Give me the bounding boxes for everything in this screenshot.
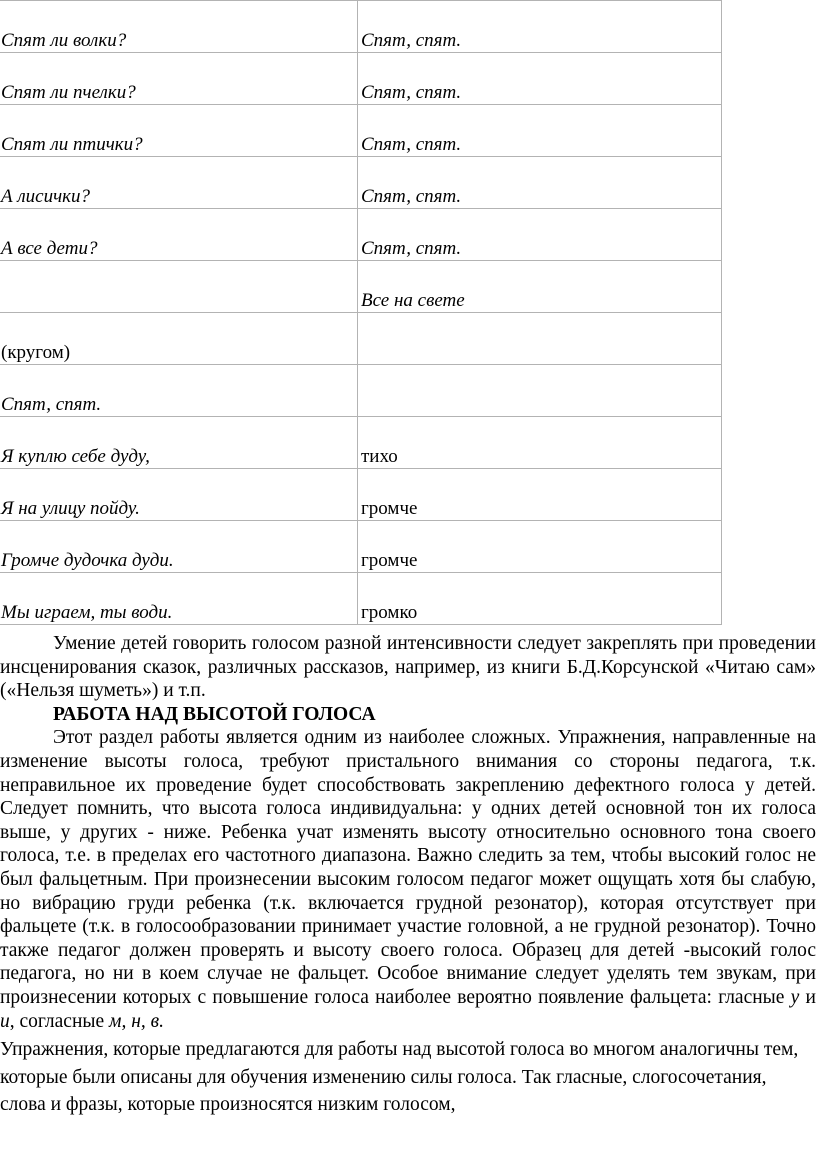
vowel-u: у — [790, 986, 800, 1008]
table-cell-right: Все на свете — [358, 261, 722, 313]
table-row — [0, 105, 722, 157]
table-cell-left: Громче дудочка дуди. — [0, 521, 358, 573]
table-cell-left: Мы играем, ты води. — [0, 573, 358, 625]
table-cell-right: громко — [358, 573, 722, 625]
conjunction-and: и — [799, 986, 816, 1008]
table-cell-right: Спят, спят. — [358, 209, 722, 261]
table-cell-left — [0, 261, 358, 313]
table-row — [0, 417, 722, 469]
table-cell-right: громче — [358, 469, 722, 521]
consonants-list: м, н, в. — [109, 1010, 164, 1032]
vowel-i: и — [0, 1010, 10, 1032]
table-row — [0, 469, 722, 521]
table-cell-right: Спят, спят. — [358, 53, 722, 105]
section-heading: РАБОТА НАД ВЫСОТОЙ ГОЛОСА — [53, 703, 376, 725]
table-cell-left: А все дети? — [0, 209, 358, 261]
table-cell-right: Спят, спят. — [358, 157, 722, 209]
table-row — [0, 261, 722, 313]
table-row — [0, 53, 722, 105]
paragraph-intensity: Умение детей говорить голосом разной интенсивности следует закреплять при проведении инсценирования сказок, различных рассказов, например, из книги Б.Д.Корсунской «Читаю сам» («Нельзя шуметь») и т.п. — [0, 633, 816, 702]
consonants-label: , согласные — [9, 1010, 110, 1032]
paragraph-exercises: Упражнения, которые предлагаются для работы над высотой голоса во многом аналогичны тем, которые были описаны для обучения изменению силы голоса. Так гласные, слогосочетания, слова и фразы, которые произносятся низким голосом, — [0, 1039, 799, 1116]
table-cell-right — [358, 313, 722, 365]
table-cell-left: Спят ли волки? — [0, 1, 358, 53]
table-cell-left: Спят ли пчелки? — [0, 53, 358, 105]
poem-table-body — [0, 1, 722, 625]
table-row — [0, 157, 722, 209]
table-row — [0, 521, 722, 573]
table-cell-right: Спят, спят. — [358, 1, 722, 53]
table-cell-left: Я на улицу пойду. — [0, 469, 358, 521]
table-cell-right: громче — [358, 521, 722, 573]
table-row — [0, 573, 722, 625]
table-cell-right: Спят, спят. — [358, 105, 722, 157]
table-row — [0, 209, 722, 261]
table-row — [0, 365, 722, 417]
table-cell-left: Спят, спят. — [0, 365, 358, 417]
table-row — [0, 1, 722, 53]
table-cell-right — [358, 365, 722, 417]
poem-table — [0, 0, 722, 625]
table-row — [0, 313, 722, 365]
table-cell-left: Я куплю себе дуду, — [0, 417, 358, 469]
table-cell-left: А лисички? — [0, 157, 358, 209]
paragraph-pitch — [0, 726, 816, 1033]
table-cell-left: Спят ли птички? — [0, 105, 358, 157]
document-body — [0, 632, 816, 1119]
table-cell-left: (кругом) — [0, 313, 358, 365]
table-cell-right: тихо — [358, 417, 722, 469]
paragraph-pitch-text: Этот раздел работы является одним из наиболее сложных. Упражнения, направленные на изменение высоты голоса, требуют пристального внимания со стороны педагога, т.к. неправильное их проведение будет способствовать закреплению дефектного голоса у детей. Следует помнить, что высота голоса индивидуальна: у одних детей основной тон их голоса выше, у других - ниже. Ребенка учат изменять высоту относительно основного тона своего голоса, т.е. в пределах его частотного диапазона. Важно следить за тем, чтобы высокий голос не был фальцетным. При произнесении высоким голосом педагог может ощущать хотя бы слабую, но вибрацию груди ребенка (т.к. включается грудной резонатор), которая отсутствует при фальцете (т.к. в голосообразовании принимает участие головной, а не грудной резонатор). Точно также педагог должен проверять и высоту своего голоса. Образец для детей -высокий голос педагога, но ни в коем случае не фальцет. Особое внимание следует уделять тем звукам, при произнесении которых с повышение голоса наиболее вероятно появление фальцета: гласные — [0, 727, 816, 1008]
